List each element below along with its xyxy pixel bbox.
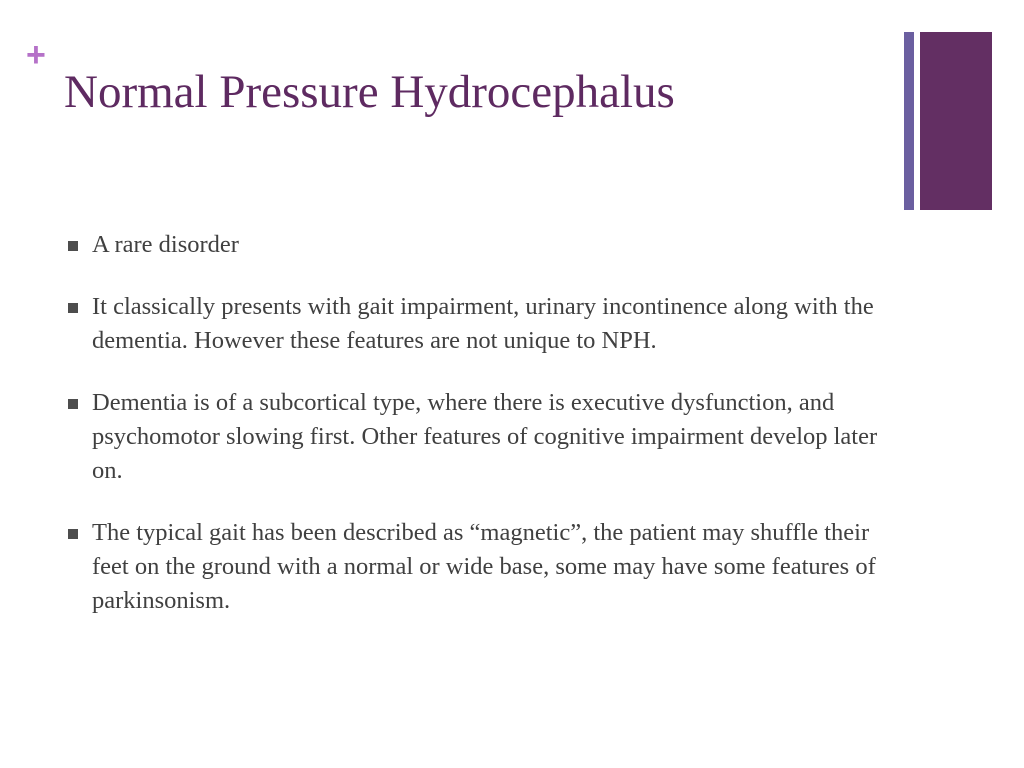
square-bullet-icon: [68, 529, 78, 539]
bullet-item: [66, 290, 896, 358]
bullet-item: [66, 386, 896, 488]
bullet-list: [66, 228, 896, 646]
square-bullet-icon: [68, 399, 78, 409]
bullet-text: Dementia is of a subcortical type, where there is executive dysfunction, and psychomotor slowing first. Other features of cognitive impairment develop later on.: [92, 389, 878, 484]
plus-mark-icon: +: [26, 36, 46, 74]
bullet-item: [66, 228, 896, 262]
bullet-text: A rare disorder: [92, 231, 239, 258]
slide-title: Normal Pressure Hydrocephalus: [64, 66, 675, 118]
bullet-text: The typical gait has been described as “magnetic”, the patient may shuffle their feet on the ground with a normal or wide base, some may have some features of parkinsonism.: [92, 519, 876, 614]
square-bullet-icon: [68, 303, 78, 313]
decorative-bar-thick: [920, 32, 992, 210]
decorative-bar-thin: [904, 32, 914, 210]
bullet-item: [66, 516, 896, 618]
bullet-text: It classically presents with gait impairment, urinary incontinence along with the dementia. However these features are not unique to NPH.: [92, 293, 874, 354]
square-bullet-icon: [68, 241, 78, 251]
